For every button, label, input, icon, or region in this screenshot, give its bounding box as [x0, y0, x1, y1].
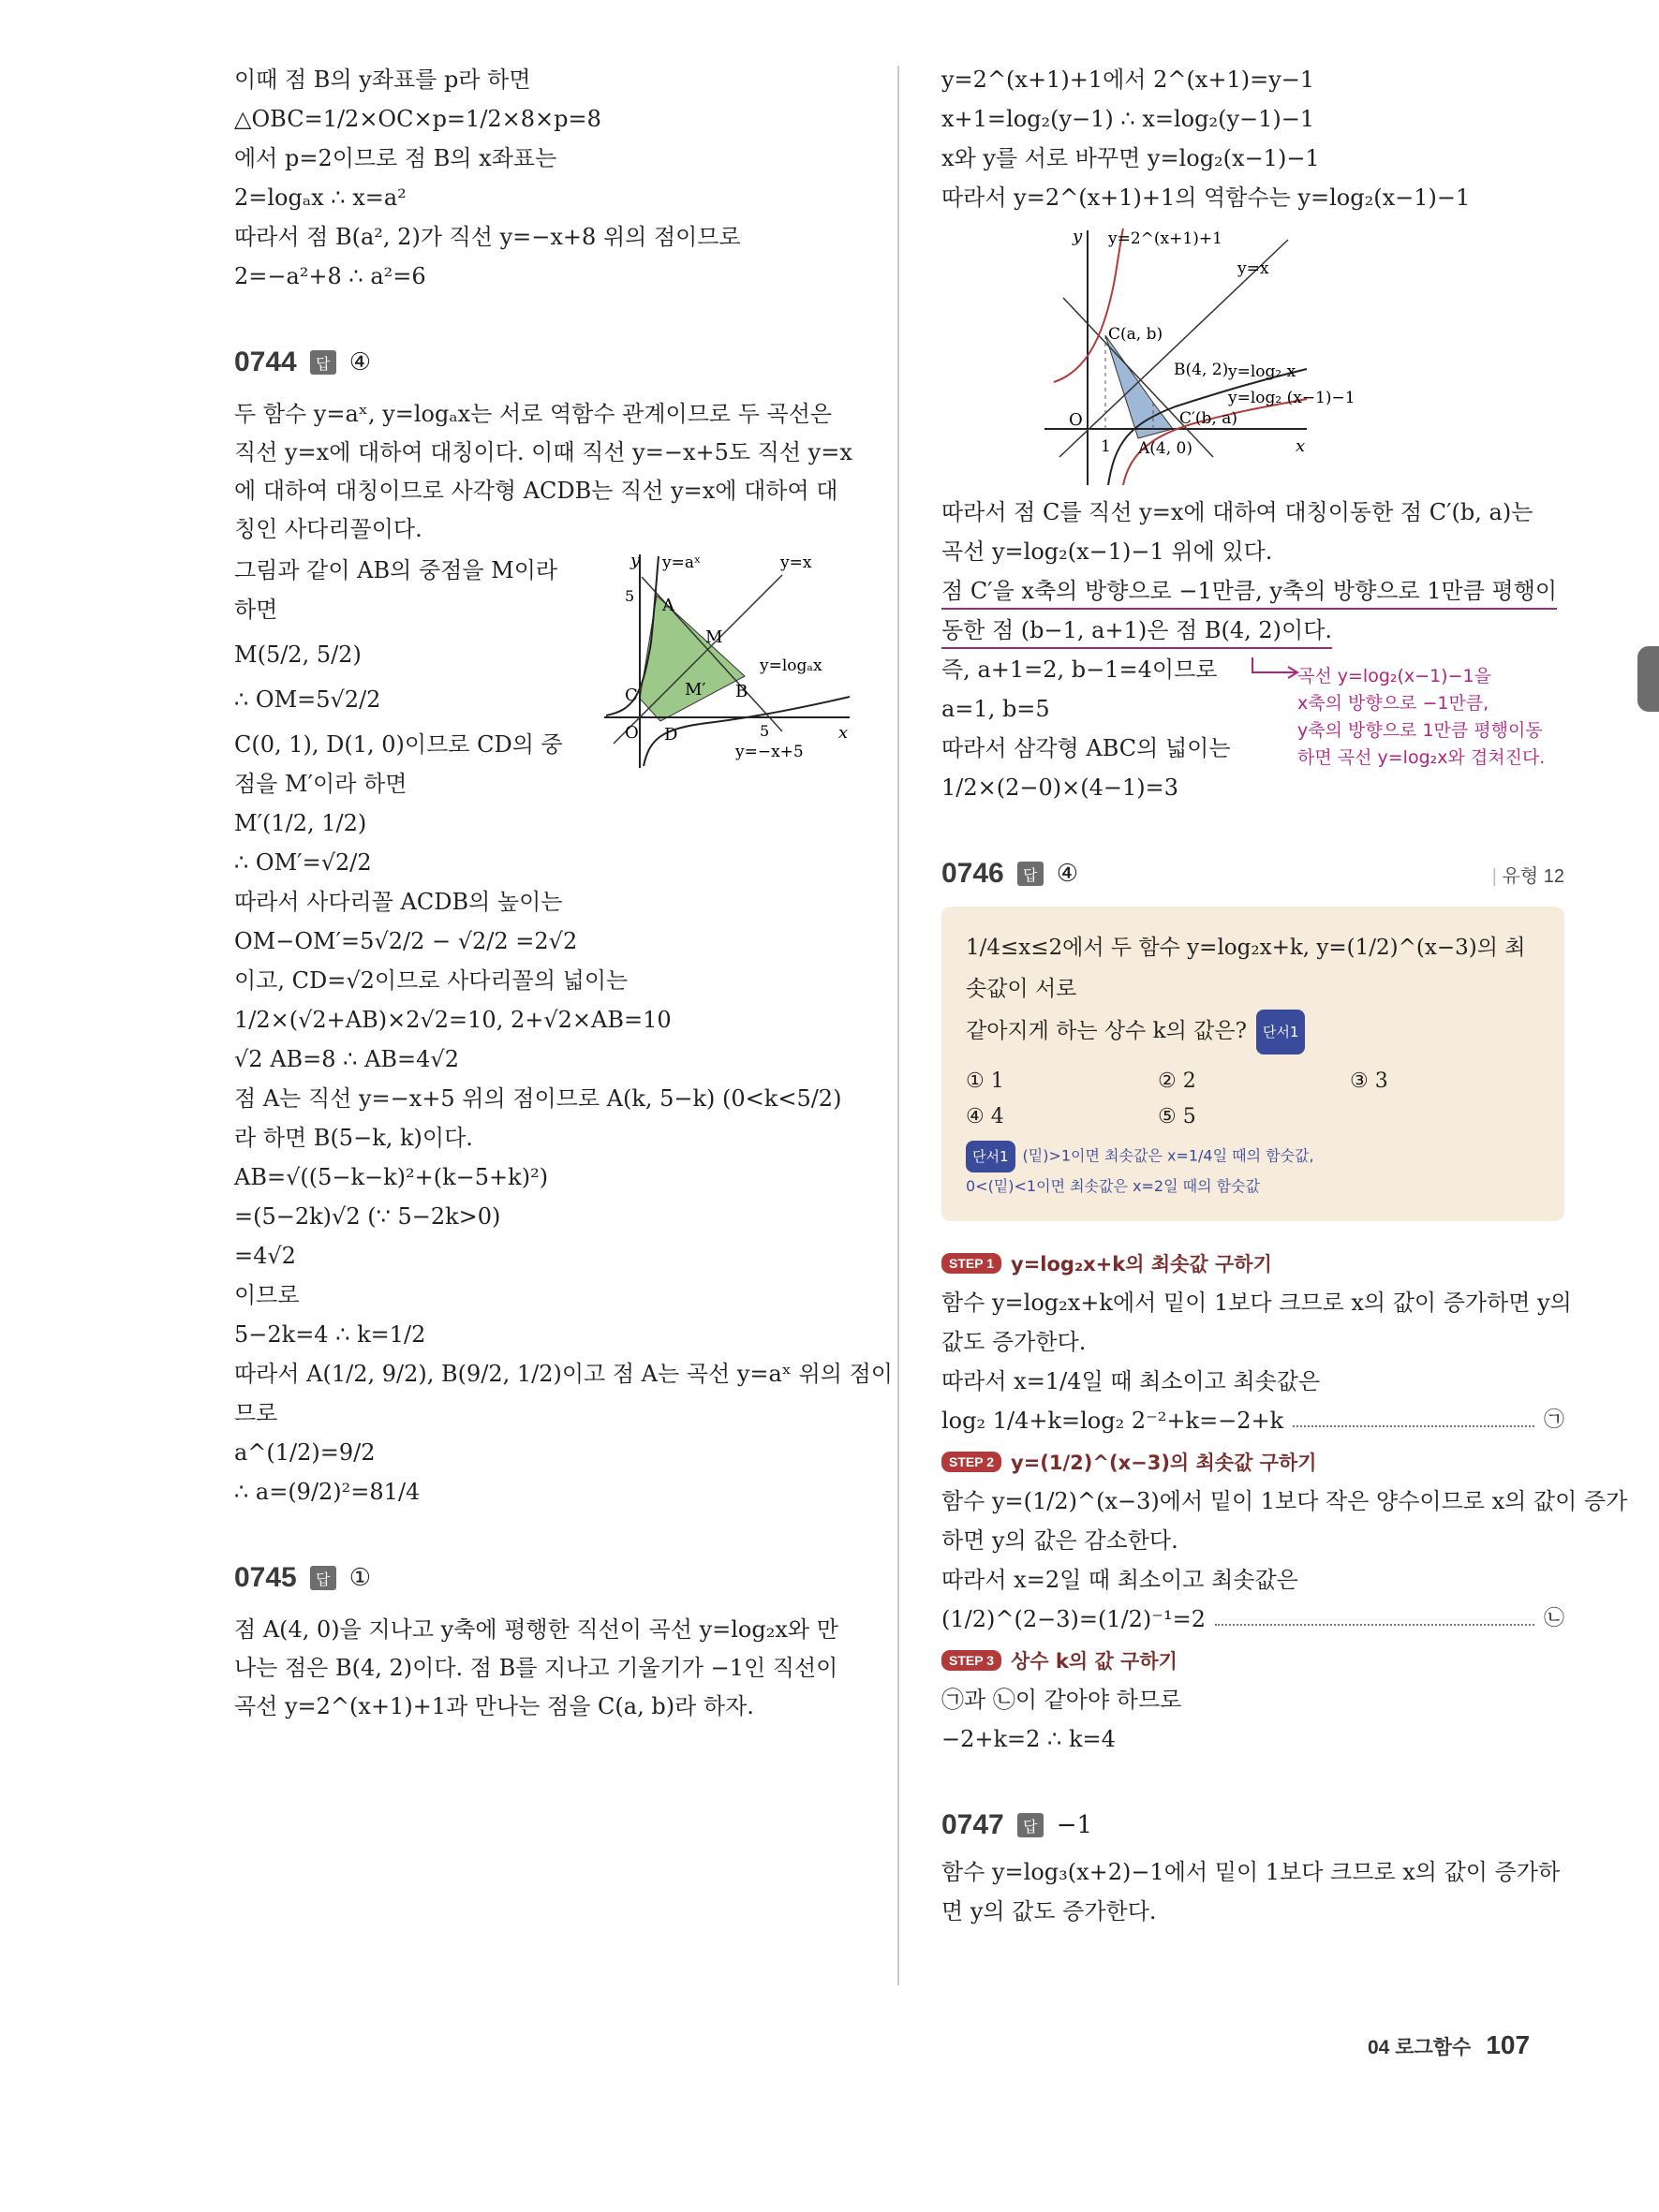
problem-number: 0745: [234, 1562, 297, 1593]
solution-line: 1/2×(√2+AB)×2√2=10, 2+√2×AB=10: [234, 1007, 672, 1033]
solution-line: 함수 y=log₃(x+2)−1에서 밑이 1보다 크므로 x의 값이 증가하: [941, 1859, 1561, 1885]
label-exp-curve: y=2^(x+1)+1: [1108, 229, 1222, 248]
solution-line: ∴ a=(9/2)²=81/4: [234, 1479, 421, 1505]
step-3: [941, 1646, 1564, 1674]
page-number: 107: [1486, 2030, 1531, 2059]
chapter-label: 04 로그함수: [1368, 2037, 1472, 2058]
label-log-shifted: y=log₂ (x−1)−1: [1228, 389, 1355, 407]
flow-line: C(0, 1), D(1, 0)이므로 CD의 중: [234, 731, 563, 758]
point-m-prime-label: M′: [685, 680, 706, 700]
solution-line: ∴ OM′=√2/2: [234, 849, 372, 876]
hint-line: 0<(밑)<1이면 최솟값은 x=2일 때의 함숫값: [966, 1177, 1260, 1195]
point-d-label: D: [664, 725, 678, 745]
origin-label: O: [625, 723, 639, 743]
solution-line: 따라서 사다리꼴 ACDB의 높이는: [234, 889, 563, 915]
flow-line: ∴ OM=5√2/2: [234, 686, 381, 713]
section-0744-header: [234, 347, 857, 378]
step-badge: STEP 2: [941, 1452, 1001, 1472]
problem-type: | 유형 12: [1492, 861, 1564, 888]
step-title: 상수 k의 값 구하기: [1011, 1650, 1178, 1673]
section-0746-header: [941, 858, 1564, 890]
solution-line: 라 하면 B(5−k, k)이다.: [234, 1125, 473, 1151]
solution-line: 따라서 삼각형 ABC의 넓이는: [941, 735, 1231, 761]
solution-line: 점 A는 직선 y=−x+5 위의 점이므로 A(k, 5−k) (0<k<5/2): [234, 1085, 842, 1112]
point-c-label: C: [625, 686, 638, 705]
solution-line: 이므로: [234, 1282, 300, 1308]
problem-number: 0744: [234, 347, 297, 377]
equation: log₂ 1/4+k=log₂ 2⁻²+k=−2+k: [941, 1408, 1284, 1434]
problem-text: 1/4≤x≤2에서 두 함수 y=log₂x+k, y=(1/2)^(x−3)의 최솟값이 서로: [966, 936, 1526, 1001]
label-exp-curve: y=aˣ: [662, 553, 702, 572]
step-title: y=log₂x+k의 최솟값 구하기: [1011, 1253, 1272, 1276]
problem-number: 0746: [941, 858, 1004, 889]
intro-line: 에서 p=2이므로 점 B의 x좌표는: [234, 145, 557, 171]
figure-flow: [234, 549, 857, 809]
answer-value: ①: [348, 1564, 372, 1592]
solution-line: =(5−2k)√2 (∵ 5−2k>0): [234, 1203, 501, 1230]
label-y-eq-x: y=x: [1237, 259, 1269, 278]
choice-item: ⑤ 5: [1158, 1105, 1196, 1128]
page-footer: [1368, 2030, 1530, 2060]
step-title: y=(1/2)^(x−3)의 최솟값 구하기: [1011, 1452, 1317, 1474]
point-m-label: M: [705, 627, 723, 647]
hint-text: (밑)>1이면 최솟값은 x=1/4일 때의 함숫값,: [1022, 1146, 1314, 1165]
solution-line: 면 y의 값도 증가한다.: [941, 1898, 1157, 1924]
solution-line: 이고, CD=√2이므로 사다리꼴의 넓이는: [234, 967, 629, 994]
flow-line: 하면: [234, 597, 278, 623]
x-axis-label: x: [1296, 436, 1306, 456]
choice-item: ④ 4: [966, 1105, 1004, 1128]
left-column: [234, 66, 893, 1726]
label-log-curve: y=log₂ x: [1228, 362, 1296, 381]
point-b-label: B: [735, 682, 748, 701]
intro-line: △OBC=1/2×OC×p=1/2×8×p=8: [234, 106, 601, 132]
solution-line: y=2^(x+1)+1에서 2^(x+1)=y−1: [941, 66, 1315, 93]
figure-0744: [604, 549, 857, 774]
note-line: y축의 방향으로 1만큼 평행이동: [1297, 720, 1543, 741]
equation-line: [941, 1605, 1564, 1633]
solution-line: ㉠과 ㉡이 같아야 하므로: [941, 1687, 1182, 1713]
right-column: [941, 66, 1628, 1937]
solution-line: 따라서 점 C를 직선 y=x에 대하여 대칭이동한 점 C′(b, a)는: [941, 499, 1533, 525]
solution-line: 5−2k=4 ∴ k=1/2: [234, 1321, 426, 1348]
hint-line: [966, 1141, 1540, 1172]
point-c-prime-label: C′(b, a): [1179, 409, 1237, 428]
step-badge: STEP 3: [941, 1650, 1001, 1671]
note-line: 하면 곡선 y=log₂x와 겹쳐진다.: [1297, 747, 1546, 768]
note-line: x축의 방향으로 −1만큼,: [1297, 693, 1489, 714]
solution-line: 1/2×(2−0)×(4−1)=3: [941, 774, 1178, 801]
solution-line: x+1=log₂(y−1) ∴ x=log₂(y−1)−1: [941, 106, 1315, 132]
solution-line: 값도 증가한다.: [941, 1329, 1087, 1355]
choice-item: ② 2: [1158, 1069, 1196, 1093]
answer-value: −1: [1056, 1811, 1093, 1839]
note-arrow-icon: [1249, 656, 1301, 684]
note-line: 곡선 y=log₂(x−1)−1을: [1297, 666, 1491, 686]
solution-line: x와 y를 서로 바꾸면 y=log₂(x−1)−1: [941, 145, 1320, 171]
underline-text: 동한 점 (b−1, a+1)은 점 B(4, 2)이다.: [941, 617, 1332, 649]
solution-line: 곡선 y=log₂(x−1)−1 위에 있다.: [941, 538, 1273, 565]
solution-line: =4√2: [234, 1243, 296, 1269]
solution-line: 따라서 A(1/2, 9/2), B(9/2, 1/2)이고 점 A는 곡선 y=aˣ 위의 점이: [234, 1361, 893, 1387]
problem-text: [966, 1010, 1540, 1054]
label-y-eq-x: y=x: [780, 553, 812, 572]
step-2: [941, 1448, 1564, 1476]
flow-line: M(5/2, 5/2): [234, 641, 362, 668]
point-b-label: B(4, 2): [1174, 361, 1229, 379]
solution-line: AB=√((5−k−k)²+(k−5+k)²): [234, 1164, 549, 1190]
solution-line: OM−OM′=5√2/2 − √2/2 =2√2: [234, 928, 578, 954]
hint-label: 단서1: [966, 1141, 1015, 1172]
y-axis-label: y: [630, 551, 641, 570]
side-note: [1297, 663, 1564, 772]
answer-badge: 답: [1017, 1813, 1044, 1837]
answer-badge: 답: [1017, 862, 1044, 886]
solution-line: a=1, b=5: [941, 696, 1050, 722]
answer-badge: 답: [310, 1566, 336, 1590]
equation: (1/2)^(2−3)=(1/2)⁻¹=2: [941, 1606, 1206, 1632]
solution-line: 함수 y=log₂x+k에서 밑이 1보다 크므로 x의 값이 증가하면 y의: [941, 1290, 1572, 1316]
choice-item: ① 1: [966, 1069, 1004, 1093]
solution-line: 므로: [234, 1400, 278, 1426]
solution-line: −2+k=2 ∴ k=4: [941, 1726, 1116, 1752]
solution-line: 따라서 x=1/4일 때 최소이고 최솟값은: [941, 1368, 1321, 1394]
solution-line: 함수 y=(1/2)^(x−3)에서 밑이 1보다 작은 양수이므로 x의 값이 증가: [941, 1488, 1628, 1514]
equation-mark: ㉠: [1543, 1408, 1564, 1432]
solution-line: √2 AB=8 ∴ AB=4√2: [234, 1046, 459, 1072]
tick-5-x: 5: [760, 722, 770, 740]
underlined-line: [941, 577, 1564, 605]
column-divider: [897, 66, 899, 1985]
label-decreasing-line: y=−x+5: [735, 743, 804, 761]
problem-box: [941, 907, 1564, 1221]
intro-line: 이때 점 B의 y좌표를 p라 하면: [234, 66, 531, 93]
answer-badge: 답: [310, 350, 336, 375]
intro-line: 따라서 점 B(a², 2)가 직선 y=−x+8 위의 점이므로: [234, 224, 741, 250]
point-a-label: A: [662, 596, 674, 615]
tick-one: 1: [1101, 437, 1111, 456]
step-badge: STEP 1: [941, 1253, 1001, 1274]
choice-item: ③ 3: [1350, 1069, 1388, 1093]
choices: [966, 1064, 1540, 1135]
solution-line: 따라서 x=2일 때 최소이고 최솟값은: [941, 1567, 1298, 1593]
intro-block: [234, 66, 857, 290]
hint-badge: 단서1: [1256, 1010, 1306, 1054]
solution-paragraph: 점 A(4, 0)을 지나고 y축에 평행한 직선이 곡선 y=log₂x와 만나는 점은 B(4, 2)이다. 점 B를 지나고 기울기가 −1인 직선이 곡선 y=2^(x+1)+1과 만나는 점을 C(a, b)라 하자.: [234, 1616, 838, 1719]
flow-line: 그림과 같이 AB의 중점을 M이라: [234, 557, 558, 583]
triangle-abc: [1105, 335, 1173, 438]
answer-value: ④: [348, 348, 372, 376]
equation-line: [941, 1407, 1564, 1435]
problem-text-part: 같아지게 하는 상수 k의 값은?: [966, 1019, 1247, 1043]
label-log-curve: y=logₐx: [760, 656, 822, 675]
solution-line: a^(1/2)=9/2: [234, 1439, 376, 1466]
chapter-tab: [1637, 646, 1659, 712]
tick-5-y: 5: [625, 587, 635, 605]
section-0747-header: [941, 1809, 1564, 1841]
y-axis-label: y: [1073, 227, 1083, 246]
origin-label: O: [1069, 410, 1083, 430]
section-0745-header: [234, 1562, 857, 1594]
solution-line: 따라서 y=2^(x+1)+1의 역함수는 y=log₂(x−1)−1: [941, 184, 1471, 211]
step-1: [941, 1249, 1564, 1277]
solution-paragraph: 두 함수 y=aˣ, y=logₐx는 서로 역함수 관계이므로 두 곡선은 직선 y=x에 대하여 대칭이다. 이때 직선 y=−x+5도 직선 y=x에 대하여 대칭이므로 사각형 ACDB는 직선 y=x에 대하여 대칭인 사다리꼴이다.: [234, 401, 852, 542]
underlined-line: [941, 616, 1564, 644]
problem-number: 0747: [941, 1809, 1004, 1840]
intro-line: 2=logₐx ∴ x=a²: [234, 184, 407, 211]
flow-line: 점을 M′이라 하면: [234, 771, 407, 797]
solution-line: M′(1/2, 1/2): [234, 810, 367, 836]
solution-line: 즉, a+1=2, b−1=4이므로: [941, 656, 1218, 683]
intro-line: 2=−a²+8 ∴ a²=6: [234, 263, 426, 289]
underline-text: 점 C′을 x축의 방향으로 −1만큼, y축의 방향으로 1만큼 평행이: [941, 578, 1557, 610]
point-c-label: C(a, b): [1108, 325, 1163, 344]
figure-0745: [998, 223, 1522, 494]
x-axis-label: x: [838, 723, 849, 743]
solution-line: 하면 y의 값은 감소한다.: [941, 1527, 1178, 1554]
answer-value: ④: [1056, 860, 1079, 888]
equation-mark: ㉡: [1543, 1607, 1564, 1630]
point-a-label: A(4, 0): [1138, 439, 1192, 458]
